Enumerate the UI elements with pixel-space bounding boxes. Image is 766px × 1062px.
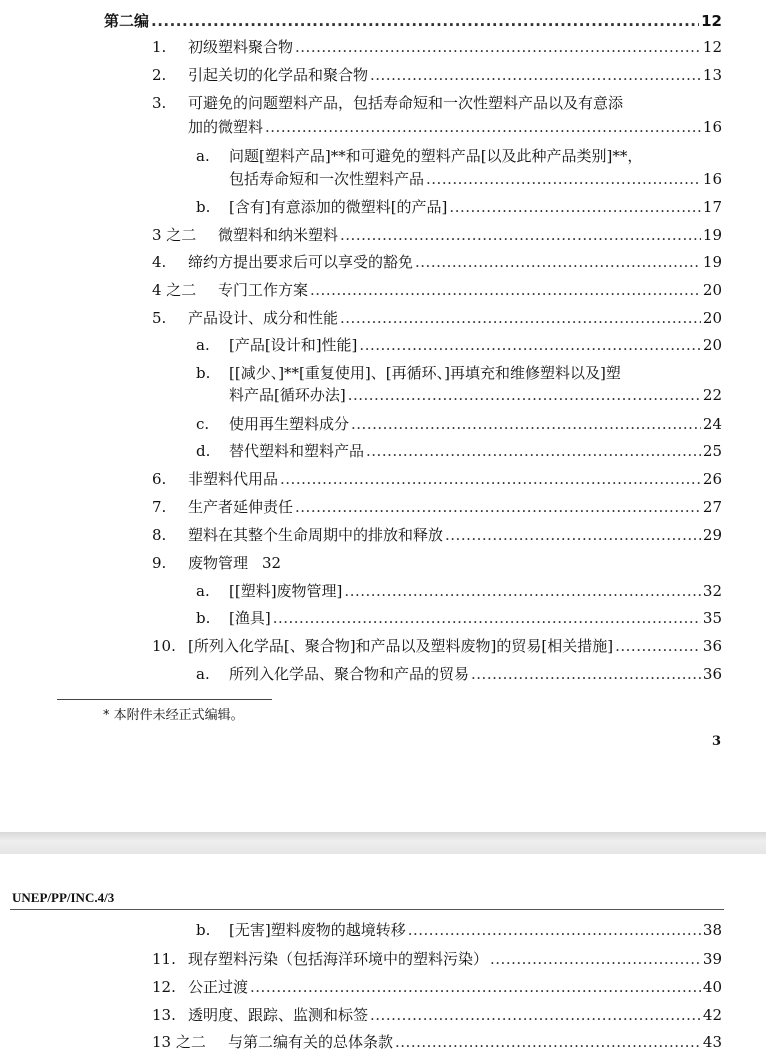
page-ref: 40	[702, 978, 722, 996]
entry-number: d.	[196, 442, 211, 460]
toc-subentry[interactable]	[196, 580, 722, 602]
toc-entry-line1[interactable]	[152, 92, 623, 114]
entry-title: 塑料在其整个生命周期中的排放和释放	[188, 526, 444, 544]
entry-number: a.	[196, 665, 210, 683]
toc-entry[interactable]	[152, 948, 722, 970]
toc-entry[interactable]	[152, 1004, 722, 1026]
entry-title: 非塑料代用品	[188, 470, 279, 488]
entry-number: 7.	[152, 498, 167, 516]
toc-subentry[interactable]	[196, 413, 722, 435]
entry-number: 4 之二	[152, 281, 197, 299]
entry-title-cont: 料产品[循环办法]	[229, 386, 346, 404]
footnote-separator	[57, 699, 272, 700]
page-gap	[0, 832, 766, 854]
entry-title: 引起关切的化学品和聚合物	[188, 66, 369, 84]
entry-number: 10.	[152, 637, 176, 655]
entry-number: 13 之二	[152, 1033, 206, 1051]
header-rule	[10, 909, 724, 910]
page-ref: 36	[702, 637, 722, 655]
entry-title: 可避免的问题塑料产品，包括寿命短和一次性塑料产品以及有意添	[188, 94, 624, 112]
section-title: 第二编	[104, 12, 150, 30]
page-ref: 20	[702, 281, 722, 299]
entry-title: 缔约方提出要求后可以享受的豁免	[188, 253, 414, 271]
page-ref: 36	[702, 665, 722, 683]
toc-entry[interactable]	[152, 524, 722, 546]
entry-title: 问题[塑料产品]**和可避免的塑料产品[以及此种产品类别]**，	[229, 147, 643, 165]
entry-title: 替代塑料和塑料产品	[229, 442, 365, 460]
entry-title: [含有]有意添加的微塑料[的产品]	[229, 198, 448, 216]
entry-title: 废物管理	[188, 554, 249, 572]
entry-title: [所列入化学品[、聚合物]和产品以及塑料废物]的贸易[相关措施]	[188, 637, 614, 655]
entry-title-cont: 加的微塑料	[188, 118, 264, 136]
toc-entry[interactable]	[152, 224, 722, 246]
toc-subentry-line1[interactable]	[196, 145, 642, 167]
toc-entry-line2[interactable]	[188, 116, 722, 138]
page-ref: 24	[702, 415, 722, 433]
page-ref: 29	[702, 526, 722, 544]
entry-title: [渔具]	[229, 609, 271, 627]
toc-subentry[interactable]	[196, 196, 722, 218]
entry-title: 现存塑料污染（包括海洋环境中的塑料污染）	[188, 950, 489, 968]
toc-subentry[interactable]	[196, 919, 722, 941]
page-ref: 32	[262, 554, 282, 572]
toc-subentry[interactable]	[196, 663, 722, 685]
toc-subentry[interactable]	[196, 607, 722, 629]
entry-number: 11.	[152, 950, 176, 968]
entry-title: 公正过渡	[188, 978, 249, 996]
entry-number: a.	[196, 582, 210, 600]
page-ref: 19	[702, 226, 722, 244]
toc-subentry-line1[interactable]	[196, 362, 621, 384]
entry-title: 产品设计、成分和性能	[188, 309, 339, 327]
toc-subentry[interactable]	[196, 334, 722, 356]
entry-title: 生产者延伸责任	[188, 498, 294, 516]
toc-section-heading[interactable]	[104, 10, 722, 32]
entry-number: 5.	[152, 309, 167, 327]
page-ref: 42	[702, 1006, 722, 1024]
entry-title: 初级塑料聚合物	[188, 38, 294, 56]
entry-title: 专门工作方案	[218, 281, 309, 299]
entry-number: b.	[196, 921, 211, 939]
entry-number: 13.	[152, 1006, 176, 1024]
toc-subentry-line2[interactable]	[229, 168, 722, 190]
page-number: 3	[711, 734, 721, 749]
entry-number: 3.	[152, 94, 167, 112]
page-ref: 12	[702, 38, 722, 56]
entry-number: 6.	[152, 470, 167, 488]
page-ref: 39	[702, 950, 722, 968]
toc-subentry-line2[interactable]	[229, 384, 722, 406]
toc-entry[interactable]	[152, 251, 722, 273]
entry-number: a.	[196, 336, 210, 354]
toc-entry[interactable]	[152, 64, 722, 86]
page-ref: 12	[701, 12, 722, 30]
entry-title: [[减少、]**[重复使用]、[再循环、]再填充和维修塑料以及]塑	[229, 364, 621, 382]
entry-number: 12.	[152, 978, 176, 996]
entry-title: [产品[设计和]性能]	[229, 336, 358, 354]
page-ref: 16	[702, 170, 722, 188]
toc-entry[interactable]	[152, 552, 281, 574]
entry-number: c.	[196, 415, 210, 433]
entry-number: b.	[196, 364, 211, 382]
page-ref: 20	[702, 309, 722, 327]
page-ref: 26	[702, 470, 722, 488]
page-ref: 22	[702, 386, 722, 404]
entry-title: 使用再生塑料成分	[229, 415, 350, 433]
page-ref: 25	[702, 442, 722, 460]
page-ref: 16	[702, 118, 722, 136]
page-ref: 27	[702, 498, 722, 516]
page-ref: 13	[702, 66, 722, 84]
entry-title: 透明度、跟踪、监测和标签	[188, 1006, 369, 1024]
entry-title: 所列入化学品、聚合物和产品的贸易	[229, 665, 470, 683]
toc-entry[interactable]	[152, 36, 722, 58]
footnote: * 本附件未经正式编辑。	[103, 708, 244, 723]
page-ref: 19	[702, 253, 722, 271]
entry-title: 微塑料和纳米塑料	[218, 226, 339, 244]
entry-number: 8.	[152, 526, 167, 544]
entry-title-cont: 包括寿命短和一次性塑料产品	[229, 170, 425, 188]
page-ref: 43	[702, 1033, 722, 1051]
entry-number: 9.	[152, 554, 167, 572]
entry-number: 4.	[152, 253, 167, 271]
entry-number: 1.	[152, 38, 167, 56]
toc-entry[interactable]	[152, 635, 722, 657]
entry-number: b.	[196, 609, 211, 627]
document-page-4	[0, 854, 766, 1062]
toc-subentry[interactable]	[196, 440, 722, 462]
page-ref: 38	[702, 921, 722, 939]
page-ref: 17	[702, 198, 722, 216]
toc-entry[interactable]	[152, 1031, 722, 1053]
entry-number: 3 之二	[152, 226, 197, 244]
toc-entry[interactable]	[152, 307, 722, 329]
entry-title: [无害]塑料废物的越境转移	[229, 921, 406, 939]
page-ref: 35	[702, 609, 722, 627]
entry-title: 与第二编有关的总体条款	[228, 1033, 394, 1051]
entry-number: b.	[196, 198, 211, 216]
toc-entry[interactable]	[152, 496, 722, 518]
entry-number: a.	[196, 147, 210, 165]
document-symbol-header: UNEP/PP/INC.4/3	[12, 890, 115, 905]
toc-entry[interactable]	[152, 468, 722, 490]
entry-number: 2.	[152, 66, 167, 84]
entry-title: [[塑料]废物管理]	[229, 582, 343, 600]
page-ref: 20	[702, 336, 722, 354]
toc-entry[interactable]	[152, 279, 722, 301]
toc-entry[interactable]	[152, 976, 722, 998]
page-ref: 32	[702, 582, 722, 600]
